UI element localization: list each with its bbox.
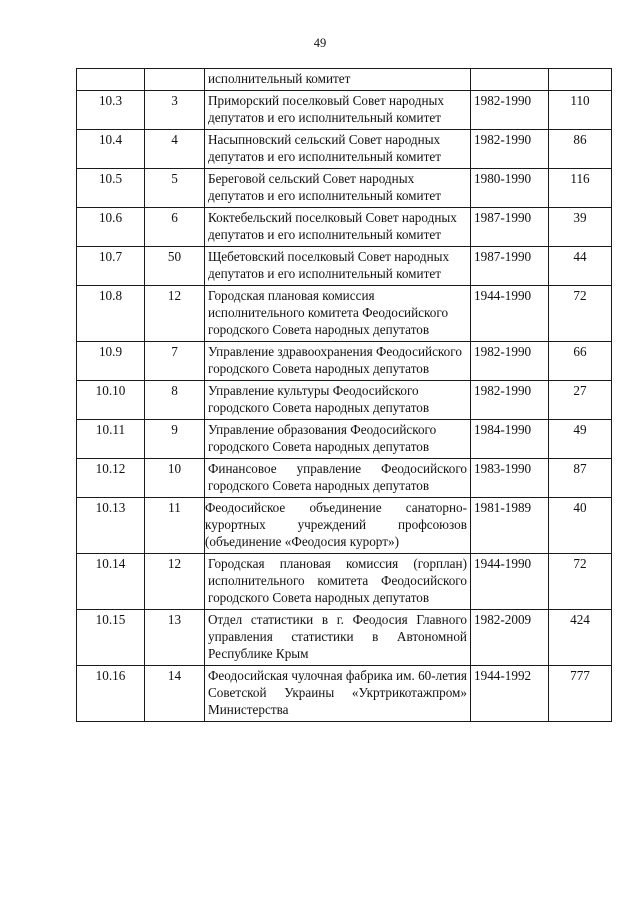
table-row bbox=[77, 286, 612, 342]
item-count: 116 bbox=[549, 169, 612, 208]
item-count: 110 bbox=[549, 91, 612, 130]
item-count: 86 bbox=[549, 130, 612, 169]
fund-number: 50 bbox=[145, 247, 205, 286]
fund-name: исполнительный комитет bbox=[205, 69, 471, 91]
row-number: 10.7 bbox=[77, 247, 145, 286]
fund-name: Управление культуры Феодосийского городского Совета народных депутатов bbox=[205, 381, 471, 420]
table-row bbox=[77, 666, 612, 722]
date-range: 1944-1990 bbox=[471, 554, 549, 610]
fund-name: Феодосийская чулочная фабрика им. 60-летия Советской Украины «Укртрикотажпром» Министерства bbox=[205, 666, 471, 722]
fund-number: 9 bbox=[145, 420, 205, 459]
item-count: 27 bbox=[549, 381, 612, 420]
fund-name: Феодосийское объединение санаторно-курортных учреждений профсоюзов (объединение «Феодосия курорт») bbox=[205, 498, 471, 554]
fund-name: Городская плановая комиссия исполнительного комитета Феодосийского городского Совета народных депутатов bbox=[205, 286, 471, 342]
fund-number: 13 bbox=[145, 610, 205, 666]
date-range: 1944-1990 bbox=[471, 286, 549, 342]
fund-number: 6 bbox=[145, 208, 205, 247]
date-range: 1944-1992 bbox=[471, 666, 549, 722]
table-row bbox=[77, 498, 612, 554]
row-number: 10.8 bbox=[77, 286, 145, 342]
item-count: 66 bbox=[549, 342, 612, 381]
row-number bbox=[77, 69, 145, 91]
fund-number: 7 bbox=[145, 342, 205, 381]
row-number: 10.16 bbox=[77, 666, 145, 722]
fund-number: 11 bbox=[145, 498, 205, 554]
table-row bbox=[77, 130, 612, 169]
fund-name: Отдел статистики в г. Феодосия Главного управления статистики в Автономной Республике Крым bbox=[205, 610, 471, 666]
row-number: 10.12 bbox=[77, 459, 145, 498]
date-range: 1984-1990 bbox=[471, 420, 549, 459]
fund-name: Коктебельский поселковый Совет народных депутатов и его исполнительный комитет bbox=[205, 208, 471, 247]
item-count bbox=[549, 69, 612, 91]
row-number: 10.6 bbox=[77, 208, 145, 247]
fund-name: Управление здравоохранения Феодосийского городского Совета народных депутатов bbox=[205, 342, 471, 381]
item-count: 72 bbox=[549, 554, 612, 610]
fund-name: Финансовое управление Феодосийского городского Совета народных депутатов bbox=[205, 459, 471, 498]
date-range: 1982-1990 bbox=[471, 381, 549, 420]
date-range: 1982-2009 bbox=[471, 610, 549, 666]
date-range: 1987-1990 bbox=[471, 247, 549, 286]
table-row bbox=[77, 554, 612, 610]
fund-number: 4 bbox=[145, 130, 205, 169]
item-count: 39 bbox=[549, 208, 612, 247]
row-number: 10.9 bbox=[77, 342, 145, 381]
row-number: 10.4 bbox=[77, 130, 145, 169]
table-row bbox=[77, 459, 612, 498]
date-range: 1982-1990 bbox=[471, 130, 549, 169]
fund-name: Управление образования Феодосийского городского Совета народных депутатов bbox=[205, 420, 471, 459]
fund-number: 5 bbox=[145, 169, 205, 208]
table-row bbox=[77, 247, 612, 286]
table-row bbox=[77, 342, 612, 381]
date-range: 1981-1989 bbox=[471, 498, 549, 554]
row-number: 10.15 bbox=[77, 610, 145, 666]
table-row bbox=[77, 208, 612, 247]
item-count: 44 bbox=[549, 247, 612, 286]
fund-name: Городская плановая комиссия (горплан) исполнительного комитета Феодосийского городского Совета народных депутатов bbox=[205, 554, 471, 610]
item-count: 72 bbox=[549, 286, 612, 342]
row-number: 10.3 bbox=[77, 91, 145, 130]
fund-name: Насыпновский сельский Совет народных депутатов и его исполнительный комитет bbox=[205, 130, 471, 169]
fund-number bbox=[145, 69, 205, 91]
row-number: 10.5 bbox=[77, 169, 145, 208]
date-range: 1982-1990 bbox=[471, 342, 549, 381]
fund-name: Щебетовский поселковый Совет народных депутатов и его исполнительный комитет bbox=[205, 247, 471, 286]
fund-number: 3 bbox=[145, 91, 205, 130]
fund-registry-table bbox=[76, 68, 612, 722]
table-row bbox=[77, 420, 612, 459]
item-count: 424 bbox=[549, 610, 612, 666]
fund-number: 12 bbox=[145, 286, 205, 342]
fund-number: 8 bbox=[145, 381, 205, 420]
item-count: 87 bbox=[549, 459, 612, 498]
item-count: 777 bbox=[549, 666, 612, 722]
fund-number: 10 bbox=[145, 459, 205, 498]
table-row bbox=[77, 169, 612, 208]
date-range: 1987-1990 bbox=[471, 208, 549, 247]
fund-number: 14 bbox=[145, 666, 205, 722]
item-count: 40 bbox=[549, 498, 612, 554]
row-number: 10.13 bbox=[77, 498, 145, 554]
date-range: 1982-1990 bbox=[471, 91, 549, 130]
date-range bbox=[471, 69, 549, 91]
page-number: 49 bbox=[313, 36, 327, 50]
fund-name: Береговой сельский Совет народных депутатов и его исполнительный комитет bbox=[205, 169, 471, 208]
table-row bbox=[77, 69, 612, 91]
table-row bbox=[77, 381, 612, 420]
table-row bbox=[77, 91, 612, 130]
table-row bbox=[77, 610, 612, 666]
item-count: 49 bbox=[549, 420, 612, 459]
date-range: 1980-1990 bbox=[471, 169, 549, 208]
row-number: 10.11 bbox=[77, 420, 145, 459]
date-range: 1983-1990 bbox=[471, 459, 549, 498]
fund-name: Приморский поселковый Совет народных депутатов и его исполнительный комитет bbox=[205, 91, 471, 130]
row-number: 10.14 bbox=[77, 554, 145, 610]
row-number: 10.10 bbox=[77, 381, 145, 420]
fund-number: 12 bbox=[145, 554, 205, 610]
